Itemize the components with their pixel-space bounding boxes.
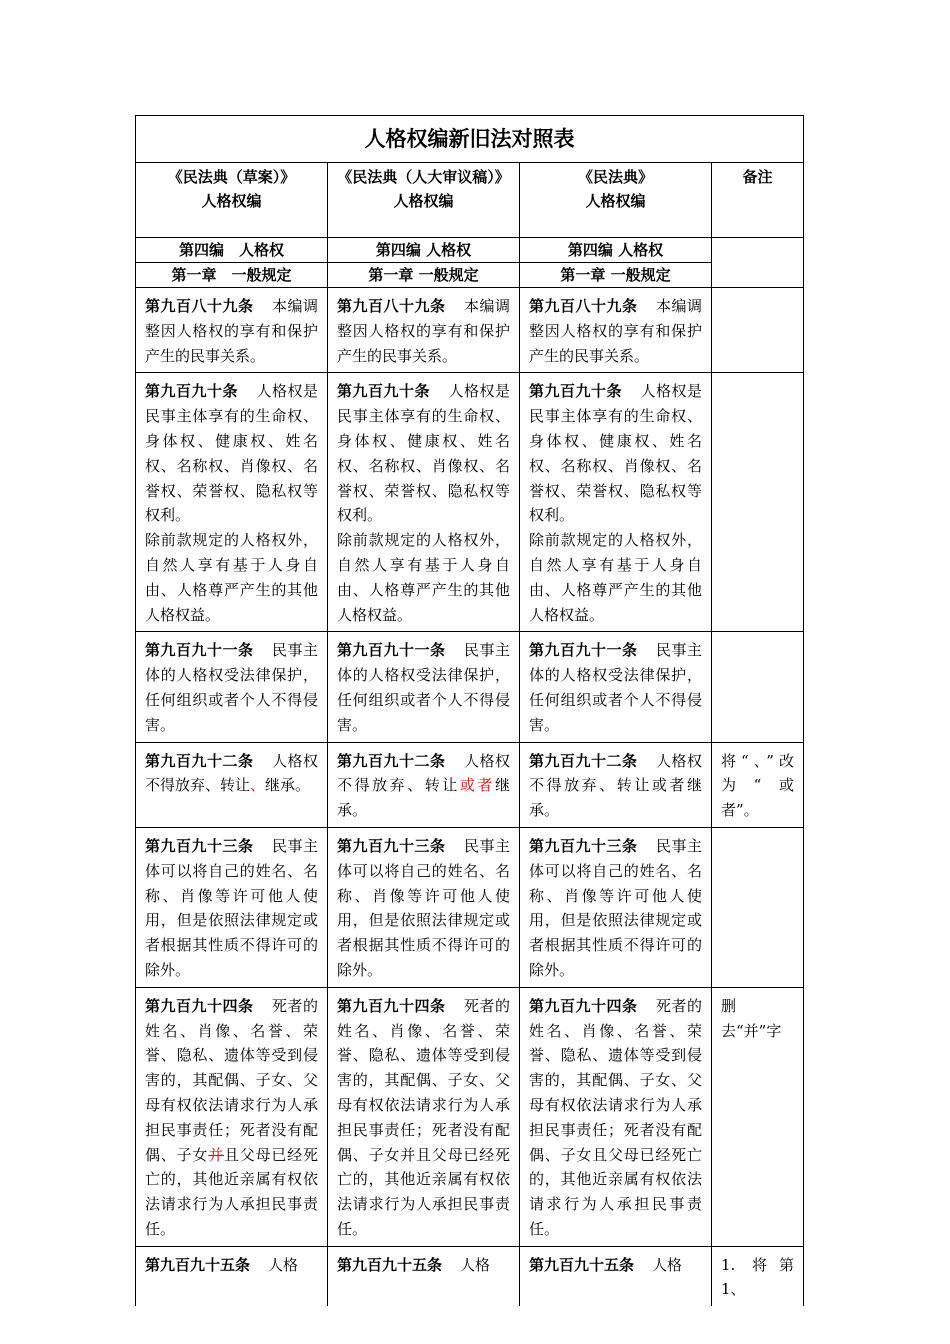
- header-draft-line2: 人格权编: [201, 192, 262, 210]
- article-989-final: 第九百八十九条 本编调整因人格权的享有和保护产生的民事关系。: [520, 288, 712, 373]
- table-row: [136, 1246, 804, 1306]
- article-990-final: 第九百九十条 人格权是民事主体享有的生命权、身体权、健康权、姓名权、名称权、肖像权、名誉权、荣誉权、隐私权等权利。 除前款规定的人格权外，自然人享有基于人身自由、人格尊严产生的其他人格权益。: [520, 373, 712, 632]
- article-991-note: [712, 632, 804, 742]
- header-review-line1: 《民法典（人大审议稿）》: [337, 168, 510, 186]
- chapter-heading-review: 第一章 一般规定: [328, 263, 520, 288]
- article-992-draft: 第九百九十二条 人格权不得放弃、转让、继承。: [136, 742, 328, 827]
- article-994-draft: 第九百九十四条 死者的姓名、肖像、名誉、荣誉、隐私、遗体等受到侵害的，其配偶、子女、父母有权依法请求行为人承担民事责任；死者没有配偶、子女并且父母已经死亡的，其他近亲属有权依法请求行为人承担民事责任。: [136, 987, 328, 1246]
- article-992-final: 第九百九十二条 人格权不得放弃、转让或者继承。: [520, 742, 712, 827]
- part-heading-final: 第四编 人格权: [520, 238, 712, 263]
- part-row: [136, 238, 804, 263]
- article-991-draft: 第九百九十一条 民事主体的人格权受法律保护，任何组织或者个人不得侵害。: [136, 632, 328, 742]
- chapter-heading-draft: 第一章 一般规定: [136, 263, 328, 288]
- article-990-review: 第九百九十条 人格权是民事主体享有的生命权、身体权、健康权、姓名权、名称权、肖像权、名誉权、荣誉权、隐私权等权利。 除前款规定的人格权外，自然人享有基于人身自由、人格尊严产生的其他人格权益。: [328, 373, 520, 632]
- article-995-draft: 第九百九十五条 人格: [136, 1246, 328, 1306]
- article-989-draft: 第九百八十九条 本编调整因人格权的享有和保护产生的民事关系。: [136, 288, 328, 373]
- table-row: [136, 987, 804, 1246]
- article-994-final: 第九百九十四条 死者的姓名、肖像、名誉、荣誉、隐私、遗体等受到侵害的，其配偶、子女、父母有权依法请求行为人承担民事责任；死者没有配偶、子女且父母已经死亡的，其他近亲属有权依法请求行为人承担民事责任。: [520, 987, 712, 1246]
- article-993-final: 第九百九十三条 民事主体可以将自己的姓名、名称、肖像等许可他人使用，但是依照法律规定或者根据其性质不得许可的除外。: [520, 827, 712, 987]
- article-994-review: 第九百九十四条 死者的姓名、肖像、名誉、荣誉、隐私、遗体等受到侵害的，其配偶、子女、父母有权依法请求行为人承担民事责任；死者没有配偶、子女并且父母已经死亡的，其他近亲属有权依法请求行为人承担民事责任。: [328, 987, 520, 1246]
- article-994-note: 删去“并”字: [712, 987, 804, 1246]
- header-final-line1: 《民法典》: [577, 168, 653, 186]
- part-note: [712, 238, 804, 288]
- article-990-draft: 第九百九十条 人格权是民事主体享有的生命权、身体权、健康权、姓名权、名称权、肖像权、名誉权、荣誉权、隐私权等权利。 除前款规定的人格权外，自然人享有基于人身自由、人格尊严产生的其他人格权益。: [136, 373, 328, 632]
- comparison-table: [135, 115, 804, 1306]
- deleted-text-strike: 并: [208, 1145, 224, 1164]
- header-draft: [136, 163, 328, 238]
- article-995-review: 第九百九十五条 人格: [328, 1246, 520, 1306]
- header-final-line2: 人格权编: [585, 192, 646, 210]
- table-row: [136, 742, 804, 827]
- title-row: [136, 116, 804, 163]
- article-993-draft: 第九百九十三条 民事主体可以将自己的姓名、名称、肖像等许可他人使用，但是依照法律规定或者根据其性质不得许可的除外。: [136, 827, 328, 987]
- header-review: [328, 163, 520, 238]
- header-note: 备注: [712, 163, 804, 238]
- article-992-review: 第九百九十二条 人格权不得放弃、转让或者继承。: [328, 742, 520, 827]
- article-995-final: 第九百九十五条 人格: [520, 1246, 712, 1306]
- header-review-line2: 人格权编: [393, 192, 454, 210]
- article-989-review: 第九百八十九条 本编调整因人格权的享有和保护产生的民事关系。: [328, 288, 520, 373]
- changed-text-highlight: 、: [250, 776, 266, 795]
- part-heading-review: 第四编 人格权: [328, 238, 520, 263]
- changed-text-highlight: 或者: [459, 776, 495, 795]
- article-990-note: [712, 373, 804, 632]
- chapter-heading-final: 第一章 一般规定: [520, 263, 712, 288]
- part-heading-draft: 第四编 人格权: [136, 238, 328, 263]
- article-993-review: 第九百九十三条 民事主体可以将自己的姓名、名称、肖像等许可他人使用，但是依照法律规定或者根据其性质不得许可的除外。: [328, 827, 520, 987]
- article-993-note: [712, 827, 804, 987]
- table-row: [136, 827, 804, 987]
- header-row: [136, 163, 804, 238]
- table-row: [136, 632, 804, 742]
- article-995-note: 1. 将第1、: [712, 1246, 804, 1306]
- chapter-row: [136, 263, 804, 288]
- table-row: [136, 373, 804, 632]
- article-989-note: [712, 288, 804, 373]
- header-final: [520, 163, 712, 238]
- table-title: 人格权编新旧法对照表: [136, 116, 804, 163]
- article-991-final: 第九百九十一条 民事主体的人格权受法律保护，任何组织或者个人不得侵害。: [520, 632, 712, 742]
- article-992-note: 将“、”改为“或者”。: [712, 742, 804, 827]
- header-draft-line1: 《民法典（草案）》: [167, 168, 296, 186]
- table-row: [136, 288, 804, 373]
- article-991-review: 第九百九十一条 民事主体的人格权受法律保护，任何组织或者个人不得侵害。: [328, 632, 520, 742]
